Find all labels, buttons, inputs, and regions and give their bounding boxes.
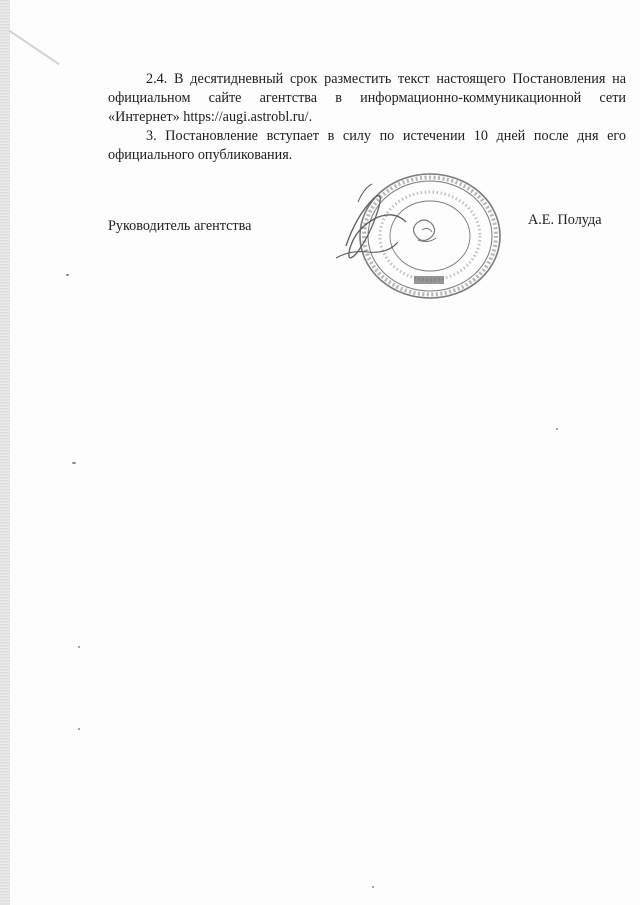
- signatory-name: А.Е. Полуда: [528, 212, 602, 228]
- scan-speck: [556, 428, 558, 430]
- paragraph-3: 3. Постановление вступает в силу по истечении 10 дней после дня его официального опубликования.: [108, 128, 626, 163]
- scan-speck: [78, 728, 80, 730]
- official-seal-stamp: [318, 172, 508, 312]
- scan-speck: [372, 886, 374, 888]
- body-text: [108, 70, 626, 165]
- scan-speck: [78, 646, 80, 648]
- paragraph-2-4: 2.4. В десятидневный срок разместить текст настоящего Постановления на официальном сайте агентства в информационно-коммуникационной сети «Интернет» https://augi.astrobl.ru/.: [108, 71, 626, 125]
- signatory-title: Руководитель агентства: [108, 218, 252, 234]
- scan-speck: [72, 462, 76, 464]
- scan-edge-artifact: [0, 0, 10, 905]
- scan-speck: [66, 274, 69, 276]
